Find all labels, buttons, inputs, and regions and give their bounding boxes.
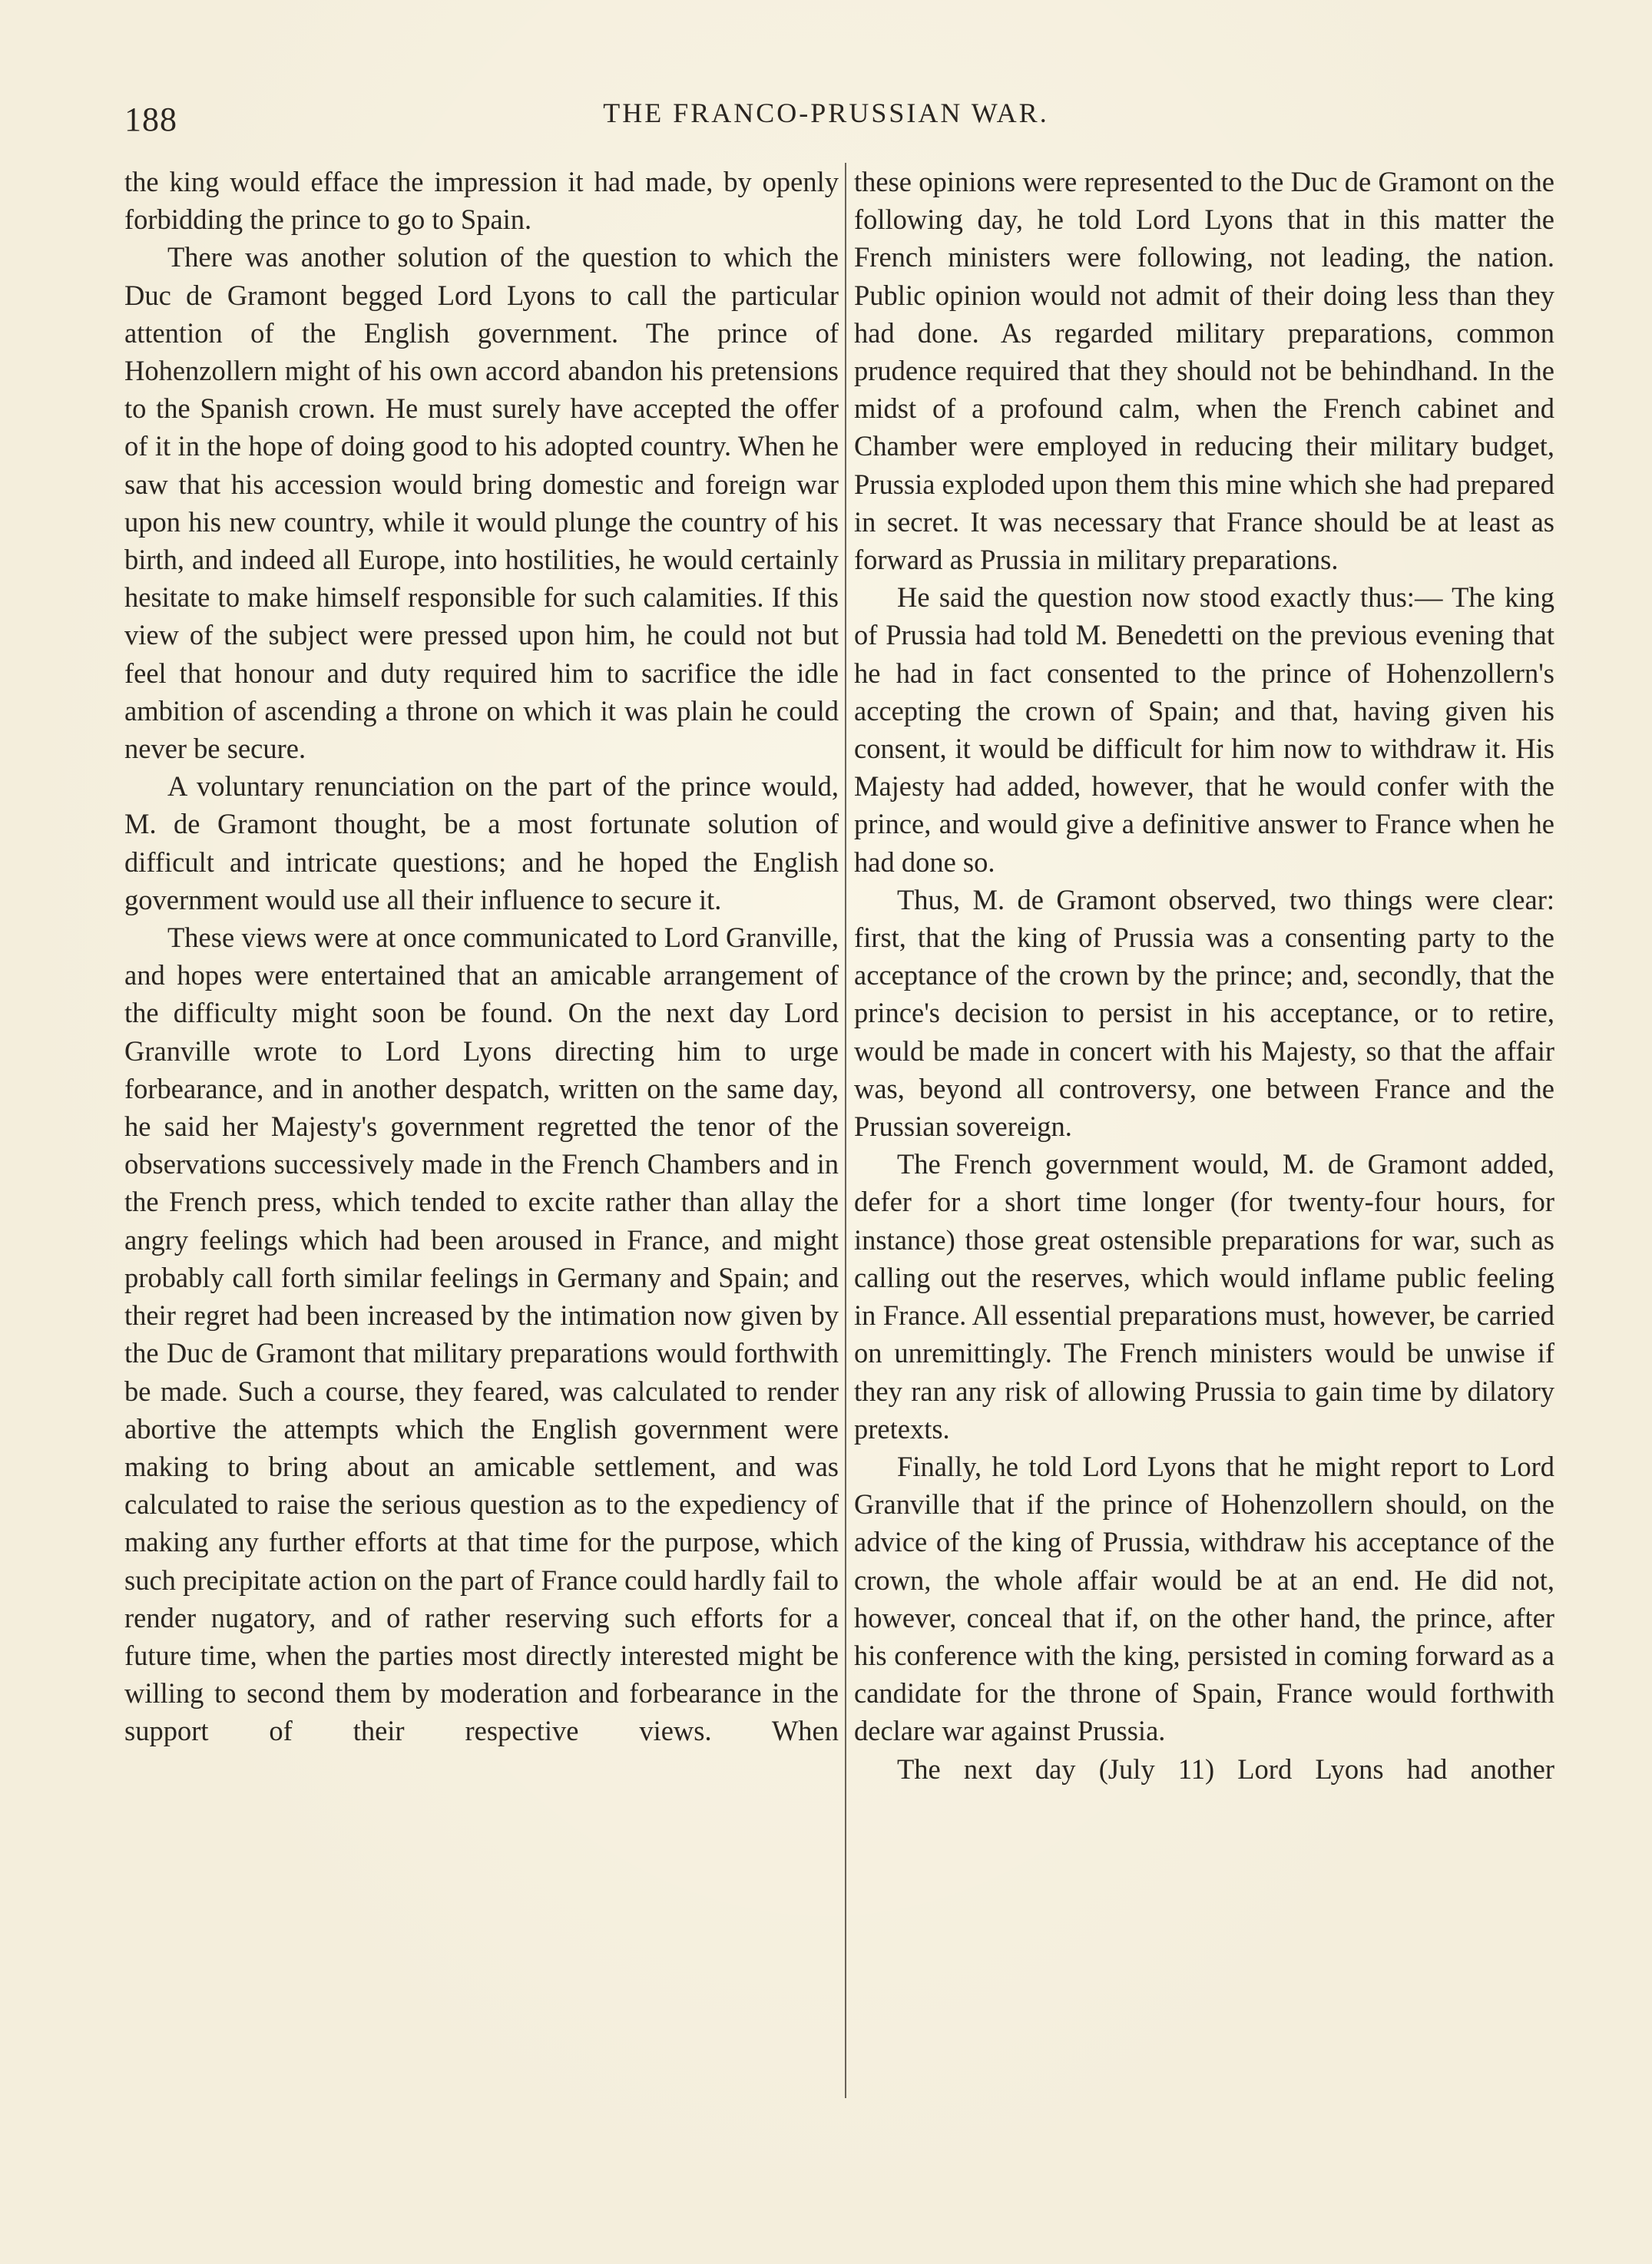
left-column [124, 163, 839, 1750]
column-rule [845, 163, 846, 2098]
paragraph: These views were at once communicated to Lord Granville, and hopes were entertained that an amicable arrangement of the difficulty might soon be found. On the next day Lord Granville wrote to Lord Lyons directing him to urge forbearance, and in another despatch, written on the same day, he said her Majesty's government regretted the tenor of the observations successively made in the French Chambers and in the French press, which tended to excite rather than allay the angry feelings which had been aroused in France, and might probably call forth similar feelings in Germany and Spain; and their regret had been increased by the intimation now given by the Duc de Gramont that military preparations would forthwith be made. Such a course, they feared, was calculated to render abortive the attempts which the English government were making to bring about an amicable settlement, and was calculated to raise the serious question as to the expediency of making any further efforts at that time for the purpose, which such precipitate action on the part of France could hardly fail to render nugatory, and of rather reserving such efforts for a future time, when the parties most directly interested might be willing to second them by moderation and forbearance in the support of their respective views. When [124, 922, 839, 1747]
paragraph: Thus, M. de Gramont observed, two things were clear: first, that the king of Prussia was a consenting party to the acceptance of the crown by the prince; and, secondly, that the prince's decision to persist in his acceptance, or to retire, would be made in concert with his Majesty, so that the affair was, beyond all controversy, one between France and the Prussian sovereign. [854, 883, 1554, 1143]
paragraph: He said the question now stood exactly thus:— The king of Prussia had told M. Benedetti on the previous evening that he had in fact consented to the prince of Hohenzollern's accepting the crown of Spain; and that, having given his consent, it would be difficult for him now to withdraw it. His Majesty had added, however, that he would confer with the prince, and would give a definitive answer to France when he had done so. [854, 581, 1554, 878]
paragraph: Finally, he told Lord Lyons that he might report to Lord Granville that if the prince of Hohenzollern should, on the advice of the king of Prussia, withdraw his acceptance of the crown, the whole affair would be at an end. He did not, however, conceal that if, on the other hand, the prince, after his conference with the king, persisted in coming forward as a candidate for the throne of Spain, France would forthwith declare war against Prussia. [854, 1450, 1554, 1747]
paragraph: these opinions were represented to the Duc de Gramont on the following day, he told Lord Lyons that in this matter the French ministers were following, not leading, the nation. Public opinion would not admit of their doing less than they had done. As regarded military preparations, common prudence required that they should not be behindhand. In the midst of a profound calm, when the French cabinet and Chamber were employed in reducing their military budget, Prussia exploded upon them this mine which she had prepared in secret. It was necessary that France should be at least as forward as Prussia in military preparations. [854, 166, 1554, 576]
paragraph: A voluntary renunciation on the part of the prince would, M. de Gramont thought, be a most fortunate solution of difficult and intricate questions; and he hoped the English government would use all their influence to secure it. [124, 770, 839, 915]
paragraph: the king would efface the impression it had made, by openly forbidding the prince to go to Spain. [124, 166, 839, 236]
running-head: THE FRANCO-PRUSSIAN WAR. [603, 98, 1049, 128]
paragraph: There was another solution of the question to which the Duc de Gramont begged Lord Lyons to call the particular attention of the English government. The prince of Hohenzollern might of his own accord abandon his pretensions to the Spanish crown. He must surely have accepted the offer of it in the hope of doing good to his adopted country. When he saw that his accession would bring domestic and foreign war upon his new country, while it would plunge the country of his birth, and indeed all Europe, into hostilities, he would certainly hesitate to make himself responsible for such calamities. If this view of the subject were pressed upon him, he could not but feel that honour and duty required him to sacrifice the idle ambition of ascending a throne on which it was plain he could never be secure. [124, 241, 839, 765]
paragraph: The next day (July 11) Lord Lyons had another [897, 1753, 1554, 1785]
page-number: 188 [124, 101, 177, 138]
right-column [854, 163, 1554, 1788]
paragraph: The French government would, M. de Gramont added, defer for a short time longer (for twenty-four hours, for instance) those great ostensible preparations for war, such as calling out the reserves, which would inflame public feeling in France. All essential preparations must, however, be carried on unremittingly. The French ministers would be unwise if they ran any risk of allowing Prussia to gain time by dilatory pretexts. [854, 1148, 1554, 1445]
